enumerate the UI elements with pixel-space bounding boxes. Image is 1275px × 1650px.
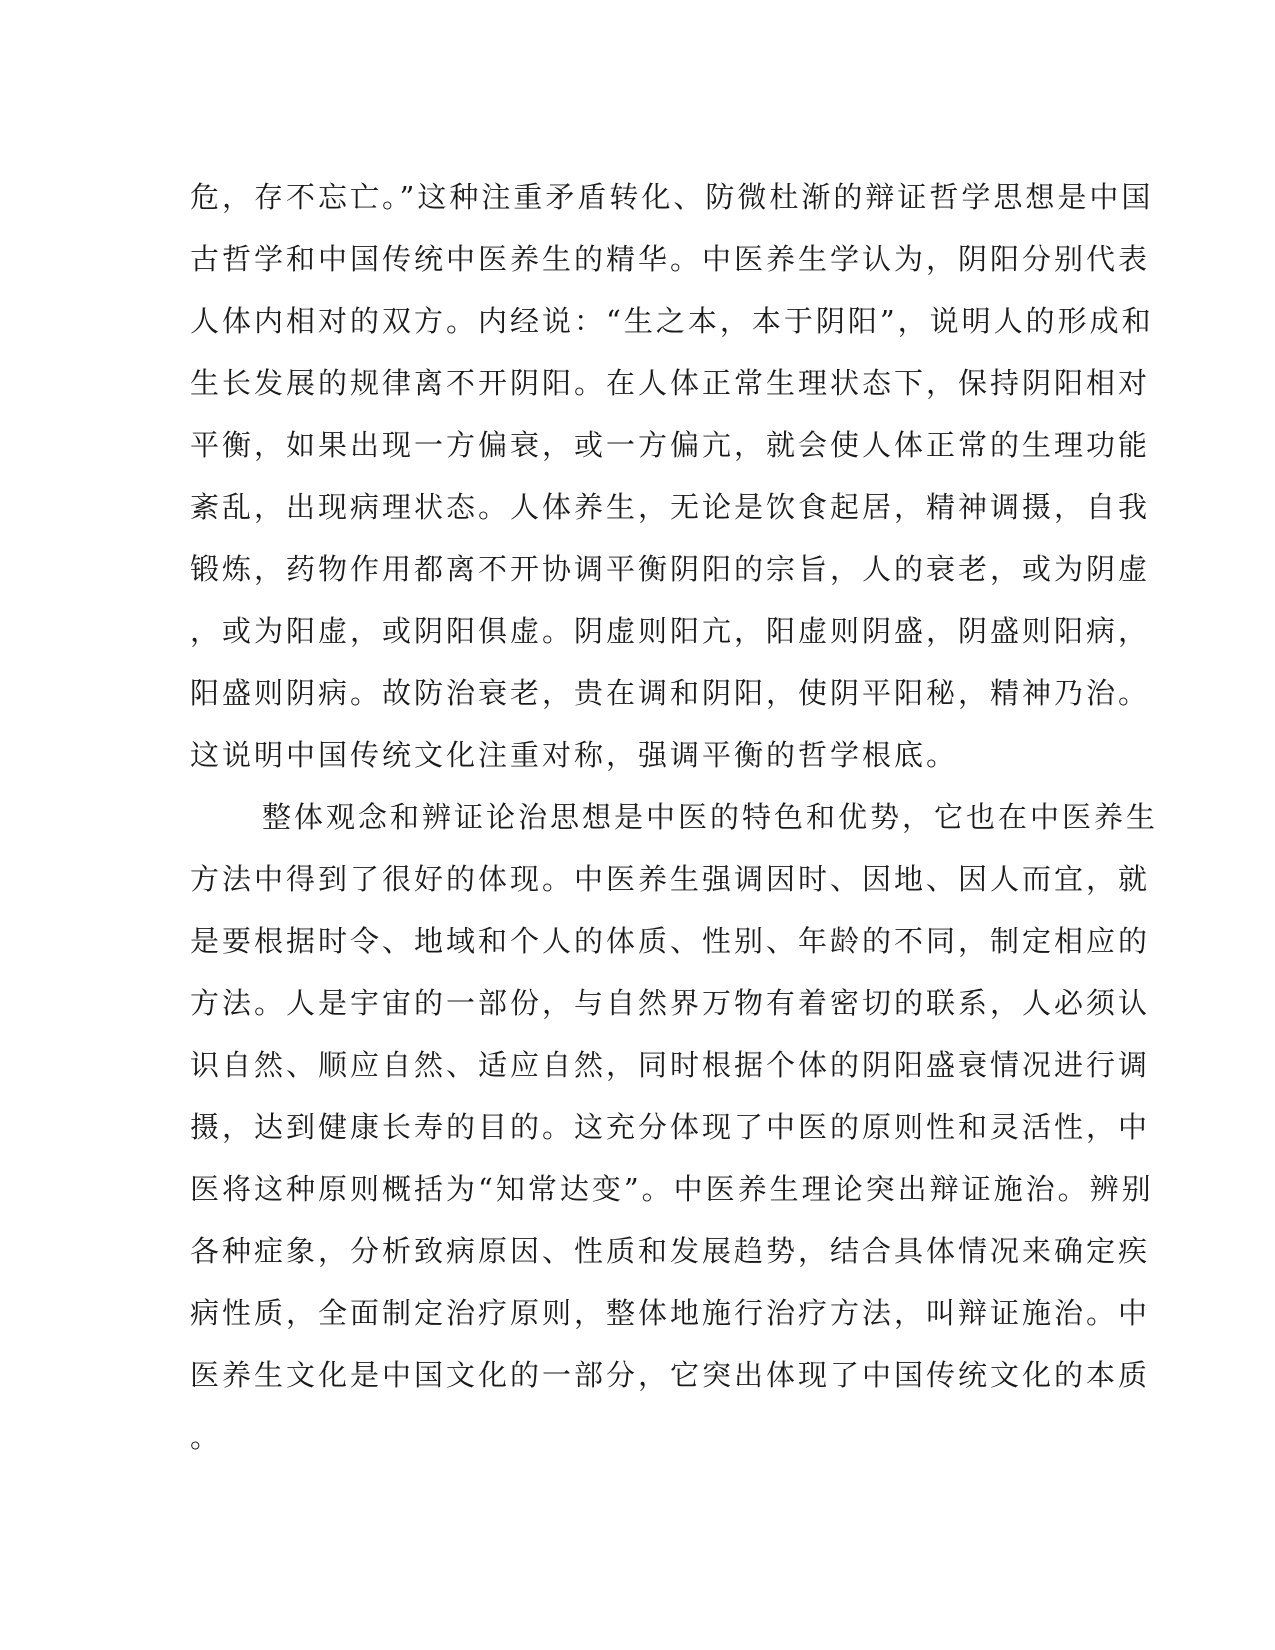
text-line: 病性质，全面制定治疗原则，整体地施行治疗方法，叫辩证施治。中: [190, 1296, 1151, 1330]
text-line: 摄，达到健康长寿的目的。这充分体现了中医的原则性和灵活性，中: [190, 1110, 1151, 1144]
text-line: 危，存不忘亡。”这种注重矛盾转化、防微杜渐的辩证哲学思想是中国: [190, 180, 1154, 214]
text-line: 古哲学和中国传统中医养生的精华。中医养生学认为，阴阳分别代表: [190, 242, 1151, 276]
text-line: 医将这种原则概括为“知常达变”。中医养生理论突出辩证施治。辨别: [190, 1172, 1154, 1206]
text-line: 识自然、顺应自然、适应自然，同时根据个体的阴阳盛衰情况进行调: [190, 1048, 1151, 1082]
text-line: 各种症象，分析致病原因、性质和发展趋势，结合具体情况来确定疾: [190, 1234, 1151, 1268]
text-line: 医养生文化是中国文化的一部分，它突出体现了中国传统文化的本质: [190, 1358, 1151, 1392]
paragraph-2: [190, 786, 1159, 1468]
text-line: 紊乱，出现病理状态。人体养生，无论是饮食起居，精神调摄，自我: [190, 490, 1151, 524]
text-line: 生长发展的规律离不开阴阳。在人体正常生理状态下，保持阴阳相对: [190, 366, 1151, 400]
text-line: 整体观念和辨证论治思想是中医的特色和优势，它也在中医养生: [262, 800, 1159, 834]
body-text: [190, 166, 1159, 1468]
paragraph-1: [190, 166, 1154, 786]
text-line: 人体内相对的双方。内经说：“生之本，本于阴阳”，说明人的形成和: [190, 304, 1154, 338]
text-line: 锻炼，药物作用都离不开协调平衡阴阳的宗旨，人的衰老，或为阴虚: [190, 552, 1151, 586]
text-line: 这说明中国传统文化注重对称，强调平衡的哲学根底。: [190, 738, 959, 772]
text-line: 阳盛则阴病。故防治衰老，贵在调和阴阳，使阴平阳秘，精神乃治。: [190, 676, 1151, 710]
text-line: 平衡，如果出现一方偏衰，或一方偏亢，就会使人体正常的生理功能: [190, 428, 1151, 462]
text-line: 是要根据时令、地域和个人的体质、性别、年龄的不同，制定相应的: [190, 924, 1151, 958]
text-line: 方法。人是宇宙的一部份，与自然界万物有着密切的联系，人必须认: [190, 986, 1151, 1020]
text-line: 。: [190, 1420, 223, 1454]
text-line: ，或为阳虚，或阴阳俱虚。阴虚则阳亢，阳虚则阴盛，阴盛则阳病，: [190, 614, 1151, 648]
text-line: 方法中得到了很好的体现。中医养生强调因时、因地、因人而宜，就: [190, 862, 1151, 896]
